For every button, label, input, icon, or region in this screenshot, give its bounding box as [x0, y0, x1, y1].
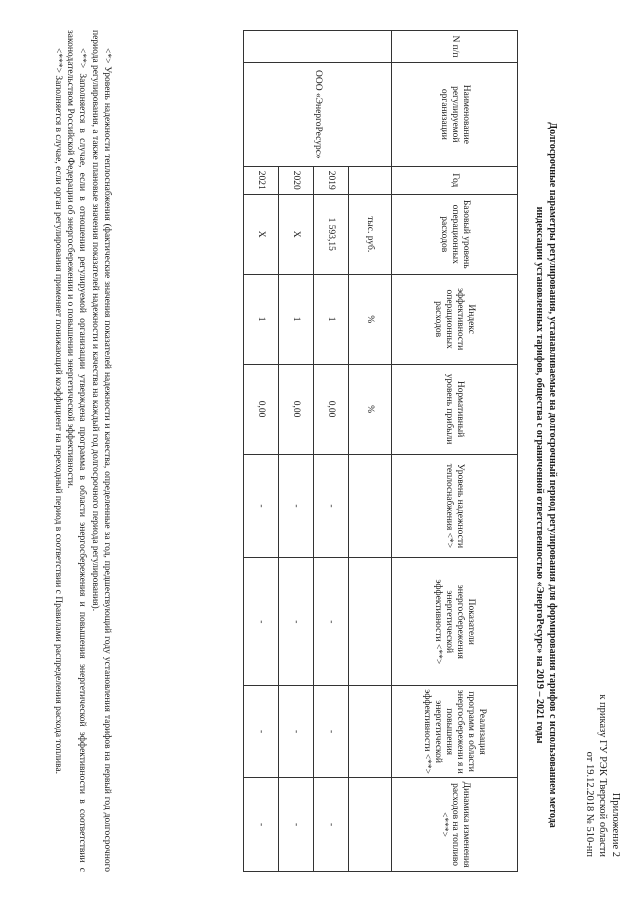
cell-fuel: -: [279, 778, 314, 872]
cell-year: 2021: [244, 166, 279, 194]
col-header-energy-indicators: Показатели энергосбережения энергетической эффективности <**>: [392, 558, 518, 686]
cell-program: -: [244, 686, 279, 778]
appendix-order: к приказу ГУ РЭК Тверской области: [597, 694, 608, 857]
cell-index: 1: [244, 274, 279, 364]
footnote-fuel: <***> Заполняется в случае, если орган регулирования применяет понижающий коэффициент на переходный период в соответствии с Правилами распределения расхода топлива.: [52, 48, 63, 775]
cell-fuel: -: [314, 778, 349, 872]
cell-energy: -: [244, 558, 279, 686]
footnote-reliability: <*> Уровень надежности теплоснабжения (фактические значения показателей надежности и качества, определенные за год, предшествующий году установления тарифов на первый год долгосрочного периода регулирования, а также плановые значения показателей надежности и качества на каждый год долгосрочного периода регулирования).: [89, 30, 112, 872]
cell-unit-index: %: [349, 274, 392, 364]
appendix-number: Приложение 2: [610, 792, 621, 857]
footnotes: [52, 30, 113, 872]
col-header-fuel: Динамика изменения расходов на топливо <***>: [392, 778, 518, 872]
cell-unit-profit: %: [349, 364, 392, 454]
cell-energy: -: [314, 558, 349, 686]
cell-base: Х: [279, 194, 314, 274]
table-header-row: [392, 31, 518, 872]
cell-program: -: [279, 686, 314, 778]
parameters-table: [243, 30, 518, 872]
cell-year: 2020: [279, 166, 314, 194]
document-title: Долгосрочные параметры регулирования, устанавливаемые на долгосрочный период регулирования для формирования тарифов с использованием метода индексации установленных тарифов, общества с ограниченной ответственностью «ЭнергоРесурс» на 2019 – 2021 годы: [534, 122, 558, 828]
cell-profit: 0,00: [279, 364, 314, 454]
cell-unit-fuel: [349, 778, 392, 872]
col-header-reliability: Уровень надежности теплоснабжения <*>: [392, 454, 518, 558]
cell-num: [244, 31, 392, 63]
cell-index: 1: [279, 274, 314, 364]
col-header-index: Индекс эффективности операционных расходов: [392, 274, 518, 364]
col-header-num: N п/п: [392, 31, 518, 63]
cell-base: 1 593,15: [314, 194, 349, 274]
cell-org-name: ООО «ЭнергоРесурс»: [244, 62, 392, 166]
cell-reliability: -: [314, 454, 349, 558]
cell-reliability: -: [279, 454, 314, 558]
cell-base: Х: [244, 194, 279, 274]
appendix-header: [583, 694, 622, 857]
appendix-date: от 19.12.2018 № 510-нп: [584, 751, 595, 857]
cell-unit-year: [349, 166, 392, 194]
cell-unit-base: тыс. руб.: [349, 194, 392, 274]
col-header-program: Реализация программ в области энергосбережени я и повышения энергетической эффективности <**>: [392, 686, 518, 778]
cell-profit: 0,00: [244, 364, 279, 454]
cell-program: -: [314, 686, 349, 778]
cell-profit: 0,00: [314, 364, 349, 454]
table-units-row: [349, 31, 392, 872]
col-header-year: Год: [392, 166, 518, 194]
cell-year: 2019: [314, 166, 349, 194]
cell-index: 1: [314, 274, 349, 364]
footnote-energy-program: <**> Заполняется в случае, если в отношении регулируемой организации утверждена программа в области энергосбережения и повышения энергетической эффективности в соответствии с законодательством Российской Федерации об энергосбережении и о повышении энергетической эффективности.: [65, 30, 88, 872]
cell-fuel: -: [244, 778, 279, 872]
col-header-base: Базовый уровень операционных расходов: [392, 194, 518, 274]
col-header-profit: Нормативный уровень прибыли: [392, 364, 518, 454]
cell-reliability: -: [244, 454, 279, 558]
cell-unit-energy: [349, 558, 392, 686]
cell-energy: -: [279, 558, 314, 686]
cell-unit-program: [349, 686, 392, 778]
col-header-org: Наименование регулируемой организации: [392, 62, 518, 166]
cell-unit-reliability: [349, 454, 392, 558]
